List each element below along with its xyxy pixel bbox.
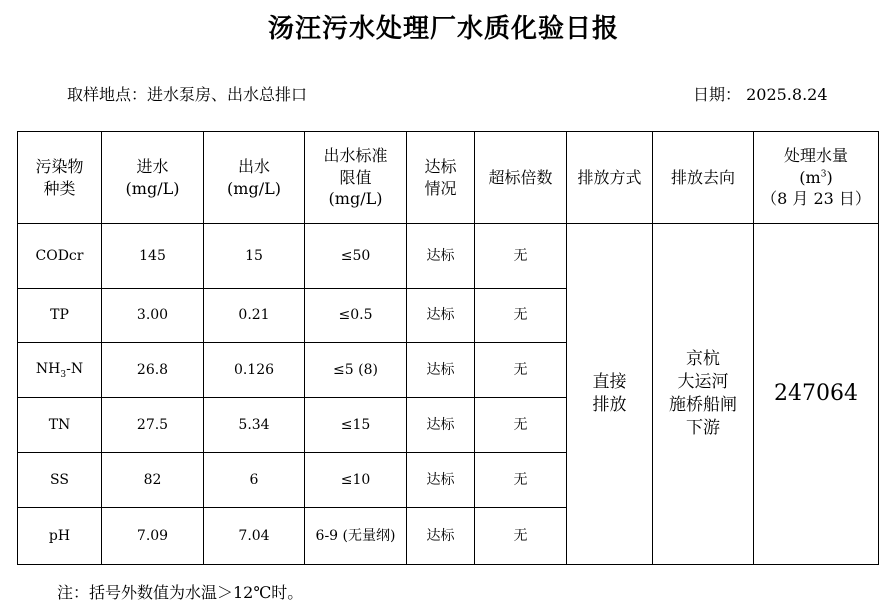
exceed-cell: 无 — [475, 224, 567, 289]
header-pollutant: 污染物 种类 — [18, 132, 102, 224]
report-date: 日期： 2025.8.24 — [693, 85, 828, 104]
param-cell: $NH_3-N$ — [18, 343, 102, 398]
exceed-cell: 无 — [475, 289, 567, 343]
status-cell: 达标 — [407, 343, 475, 398]
status-cell: 达标 — [407, 508, 475, 565]
discharge-dest-cell: 京杭 大运河 施桥船闸 下游 — [653, 224, 754, 565]
influent-cell: 27.5 — [102, 398, 204, 453]
influent-cell: 82 — [102, 453, 204, 508]
status-cell: 达标 — [407, 398, 475, 453]
param-cell: CODcr — [18, 224, 102, 289]
exceed-cell: 无 — [475, 453, 567, 508]
sampling-location: 取样地点：进水泵房、出水总排口 — [67, 85, 308, 104]
influent-cell: 26.8 — [102, 343, 204, 398]
header-compliance: 达标 情况 — [407, 132, 475, 224]
header-exceed: 超标倍数 — [475, 132, 567, 224]
limit-cell: 6-9 (无量纲) — [305, 508, 407, 565]
param-cell: TN — [18, 398, 102, 453]
effluent-cell: 6 — [204, 453, 305, 508]
limit-cell: ≤0.5 — [305, 289, 407, 343]
limit-cell: ≤10 — [305, 453, 407, 508]
exceed-cell: 无 — [475, 398, 567, 453]
status-cell: 达标 — [407, 224, 475, 289]
influent-cell: 7.09 — [102, 508, 204, 565]
effluent-cell: 0.126 — [204, 343, 305, 398]
influent-cell: 3.00 — [102, 289, 204, 343]
effluent-cell: 7.04 — [204, 508, 305, 565]
influent-cell: 145 — [102, 224, 204, 289]
table-row — [18, 224, 879, 289]
effluent-cell: 15 — [204, 224, 305, 289]
status-cell: 达标 — [407, 289, 475, 343]
limit-cell: ≤50 — [305, 224, 407, 289]
water-quality-table — [17, 131, 879, 565]
report-title: 汤汪污水处理厂水质化验日报 — [267, 14, 619, 44]
effluent-cell: 0.21 — [204, 289, 305, 343]
param-cell: SS — [18, 453, 102, 508]
param-cell: TP — [18, 289, 102, 343]
header-discharge-method: 排放方式 — [567, 132, 653, 224]
discharge-method-cell: 直接 排放 — [567, 224, 653, 565]
exceed-cell: 无 — [475, 343, 567, 398]
header-discharge-dest: 排放去向 — [653, 132, 754, 224]
volume-cell: 247064 — [754, 224, 879, 565]
limit-cell: ≤15 — [305, 398, 407, 453]
exceed-cell: 无 — [475, 508, 567, 565]
header-limit: 出水标准 限值 (mg/L) — [305, 132, 407, 224]
limit-cell: ≤5 (8) — [305, 343, 407, 398]
header-influent: 进水 (mg/L) — [102, 132, 204, 224]
effluent-cell: 5.34 — [204, 398, 305, 453]
header-row — [18, 132, 879, 224]
footnote: 注：括号外数值为水温＞12℃时。 — [57, 583, 304, 602]
param-cell: pH — [18, 508, 102, 565]
header-volume: 处理水量 $(m^3)$ （8 月 23 日） — [754, 132, 879, 224]
header-effluent: 出水 (mg/L) — [204, 132, 305, 224]
status-cell: 达标 — [407, 453, 475, 508]
